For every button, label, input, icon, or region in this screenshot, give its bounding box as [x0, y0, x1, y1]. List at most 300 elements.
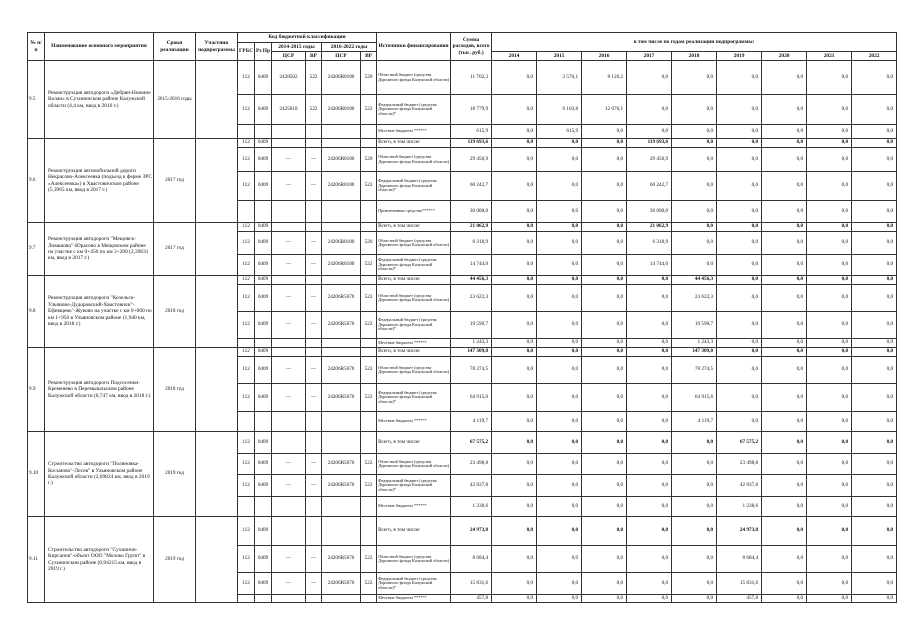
cell-year-2022: 0,0 — [852, 412, 897, 432]
cell-year-2016: 8 126,2 — [582, 61, 627, 95]
cell-year-2017: 0,0 — [627, 546, 672, 573]
item-name: Реконструкция автодороги "Мещовск-Ловашово"-Юрасово в Мещовском районе на участке с км 0+450 по км 3+200 (2,39631 км, ввод в 2017 г.) — [45, 223, 154, 276]
cell-vr-2016: 522 — [361, 285, 377, 312]
cell-year-2016: 12 676,1 — [582, 95, 627, 125]
cell-csr-2016: 24206R5670 — [322, 312, 361, 339]
table-row — [28, 348, 897, 357]
cell-year-2021: 0,0 — [807, 475, 852, 497]
cell-grbs — [238, 595, 255, 603]
cell-year-2018: 0,0 — [672, 95, 717, 125]
cell-year-2021: 0,0 — [807, 312, 852, 339]
cell-year-2020: 0,0 — [762, 232, 807, 255]
cell-total: 19 590,7 — [451, 312, 492, 339]
cell-year-2015: 0,0 — [537, 517, 582, 546]
cell-year-2016: 0,0 — [582, 546, 627, 573]
cell-year-2022: 0,0 — [852, 312, 897, 339]
cell-year-2019: 23 498,8 — [717, 454, 762, 475]
cell-year-2015: 0,0 — [537, 255, 582, 276]
cell-year-2021: 0,0 — [807, 148, 852, 172]
cell-year-2020: 0,0 — [762, 357, 807, 384]
cell-year-2017: 0,0 — [627, 357, 672, 384]
cell-grbs: 112 — [238, 357, 255, 384]
cell-year-2019: 0,0 — [717, 276, 762, 285]
cell-vr-2016: 520 — [361, 148, 377, 172]
header-period2: 2016-2022 годы — [322, 43, 377, 52]
cell-csr-2014 — [272, 348, 306, 357]
cell-year-2019: 24 973,8 — [717, 517, 762, 546]
cell-year-2022: 0,0 — [852, 432, 897, 454]
cell-year-2021: 0,0 — [807, 595, 852, 603]
cell-vr-2016 — [361, 432, 377, 454]
cell-grbs: 112 — [238, 475, 255, 497]
cell-year-2016: 0,0 — [582, 384, 627, 412]
cell-year-2014: 0,0 — [492, 454, 537, 475]
item-participant — [196, 139, 238, 223]
cell-vr-2016 — [361, 412, 377, 432]
cell-total: 78 274,5 — [451, 357, 492, 384]
cell-rzpr — [255, 497, 272, 517]
cell-year-2015: 0,0 — [537, 276, 582, 285]
cell-year-2014: 0,0 — [492, 595, 537, 603]
cell-csr-2016: 24206R5670 — [322, 546, 361, 573]
header-year-2016: 2016 — [582, 52, 627, 61]
cell-csr-2016 — [322, 412, 361, 432]
cell-total: 21 062,9 — [451, 223, 492, 232]
cell-source: Федеральный бюджет (средства Дорожного фонда Калужской области)* — [377, 255, 451, 276]
cell-total: 23 498,8 — [451, 454, 492, 475]
item-name: Реконструкция автодороги Подсосенки-Кременево в Перемышльском районе Калужской области (0,747 км, ввод в 2018 г.) — [45, 348, 154, 432]
cell-year-2017: 0,0 — [627, 276, 672, 285]
cell-csr-2014 — [272, 125, 306, 139]
cell-year-2019: 42 837,8 — [717, 475, 762, 497]
cell-total: 6 318,9 — [451, 232, 492, 255]
cell-vr-2014 — [306, 201, 322, 223]
item-term: 2015-2016 годы — [154, 61, 196, 139]
cell-rzpr: 0409 — [255, 312, 272, 339]
cell-rzpr: 0409 — [255, 61, 272, 95]
cell-vr-2016: 522 — [361, 357, 377, 384]
cell-year-2015: 3 576,1 — [537, 61, 582, 95]
cell-grbs: 112 — [238, 312, 255, 339]
cell-total: 24 973,8 — [451, 517, 492, 546]
cell-rzpr: 0409 — [255, 348, 272, 357]
cell-year-2017: 0,0 — [627, 412, 672, 432]
cell-csr-2016: 24206R0180 — [322, 61, 361, 95]
cell-year-2014: 0,0 — [492, 573, 537, 595]
cell-year-2022: 0,0 — [852, 276, 897, 285]
cell-year-2018: 0,0 — [672, 432, 717, 454]
cell-year-2015: 6 103,8 — [537, 95, 582, 125]
cell-source: Федеральный бюджет (средства Дорожного фонда Калужской области)* — [377, 475, 451, 497]
cell-year-2017: 29 450,9 — [627, 148, 672, 172]
cell-year-2021: 0,0 — [807, 125, 852, 139]
cell-csr-2014 — [272, 595, 306, 603]
cell-rzpr: 0409 — [255, 95, 272, 125]
cell-csr-2016 — [322, 139, 361, 148]
cell-csr-2016: 24206R5670 — [322, 384, 361, 412]
cell-vr-2016 — [361, 276, 377, 285]
header-year-2020: 2020 — [762, 52, 807, 61]
item-name: Реконструкция автодороги «Дебрян-Нижние Волан» в Сухиничском районе Калужской области (4,4 км, ввод в 2016 г.) — [45, 61, 154, 139]
cell-year-2018: 0,0 — [672, 475, 717, 497]
cell-year-2017: 14 744,0 — [627, 255, 672, 276]
cell-total: 60 242,7 — [451, 172, 492, 201]
cell-year-2022: 0,0 — [852, 148, 897, 172]
cell-csr-2014: — — [272, 172, 306, 201]
cell-year-2017: 60 242,7 — [627, 172, 672, 201]
header-by-years: в том числе по годам реализации подпрограммы: — [492, 33, 897, 52]
cell-year-2018: 0,0 — [672, 573, 717, 595]
cell-year-2022: 0,0 — [852, 139, 897, 148]
cell-vr-2016: 522 — [361, 95, 377, 125]
cell-grbs — [238, 125, 255, 139]
item-number: 9.11 — [28, 517, 45, 603]
cell-year-2021: 0,0 — [807, 255, 852, 276]
cell-csr-2014: — — [272, 357, 306, 384]
cell-year-2021: 0,0 — [807, 573, 852, 595]
cell-year-2021: 0,0 — [807, 172, 852, 201]
cell-vr-2016: 520 — [361, 61, 377, 95]
cell-vr-2014 — [306, 412, 322, 432]
header-csr1: ЦСР — [272, 52, 306, 61]
cell-grbs: 112 — [238, 139, 255, 148]
cell-total: 30 000,0 — [451, 201, 492, 223]
cell-rzpr: 0409 — [255, 546, 272, 573]
table-row — [28, 139, 897, 148]
item-term: 2019 год — [154, 517, 196, 603]
header-year-2022: 2022 — [852, 52, 897, 61]
cell-year-2017: 0,0 — [627, 348, 672, 357]
cell-vr-2014: — — [306, 172, 322, 201]
cell-year-2021: 0,0 — [807, 139, 852, 148]
header-csr2: ЦСР — [322, 52, 361, 61]
cell-year-2016: 0,0 — [582, 357, 627, 384]
cell-year-2014: 0,0 — [492, 201, 537, 223]
cell-vr-2014: — — [306, 384, 322, 412]
cell-csr-2014 — [272, 276, 306, 285]
cell-year-2018: 0,0 — [672, 148, 717, 172]
cell-year-2022: 0,0 — [852, 546, 897, 573]
cell-total: 147 309,8 — [451, 348, 492, 357]
cell-rzpr — [255, 201, 272, 223]
cell-year-2014: 0,0 — [492, 546, 537, 573]
cell-vr-2016: 520 — [361, 232, 377, 255]
cell-grbs: 112 — [238, 454, 255, 475]
header-num: № п/п — [28, 33, 45, 61]
cell-year-2019: 0,0 — [717, 223, 762, 232]
cell-rzpr: 0409 — [255, 475, 272, 497]
cell-year-2014: 0,0 — [492, 125, 537, 139]
cell-source: Всего, в том числе: — [377, 276, 451, 285]
cell-grbs: 112 — [238, 276, 255, 285]
cell-year-2017: 0,0 — [627, 454, 672, 475]
financing-table — [27, 32, 897, 603]
cell-year-2015: 0,0 — [537, 357, 582, 384]
cell-vr-2014: — — [306, 475, 322, 497]
cell-rzpr — [255, 125, 272, 139]
cell-total: 14 744,0 — [451, 255, 492, 276]
cell-rzpr: 0409 — [255, 276, 272, 285]
cell-year-2016: 0,0 — [582, 172, 627, 201]
cell-year-2018: 0,0 — [672, 201, 717, 223]
item-number: 9.10 — [28, 432, 45, 517]
cell-year-2017: 0,0 — [627, 595, 672, 603]
cell-year-2017: 0,0 — [627, 285, 672, 312]
cell-year-2014: 0,0 — [492, 223, 537, 232]
cell-year-2019: 0,0 — [717, 255, 762, 276]
cell-year-2014: 0,0 — [492, 412, 537, 432]
cell-year-2021: 0,0 — [807, 454, 852, 475]
cell-rzpr: 0409 — [255, 255, 272, 276]
cell-year-2014: 0,0 — [492, 517, 537, 546]
cell-year-2014: 0,0 — [492, 432, 537, 454]
cell-year-2021: 0,0 — [807, 285, 852, 312]
cell-vr-2016 — [361, 517, 377, 546]
cell-total: 615,9 — [451, 125, 492, 139]
item-number: 9.5 — [28, 61, 45, 139]
cell-year-2014: 0,0 — [492, 384, 537, 412]
cell-year-2020: 0,0 — [762, 285, 807, 312]
cell-year-2019: 0,0 — [717, 285, 762, 312]
cell-year-2022: 0,0 — [852, 475, 897, 497]
cell-year-2022: 0,0 — [852, 255, 897, 276]
cell-year-2015: 0,0 — [537, 312, 582, 339]
cell-vr-2014 — [306, 348, 322, 357]
cell-vr-2016: 522 — [361, 312, 377, 339]
cell-year-2020: 0,0 — [762, 61, 807, 95]
cell-year-2018: 64 915,6 — [672, 384, 717, 412]
cell-year-2015: 0,0 — [537, 139, 582, 148]
item-name: Строительство автодороги "Сухиничи-Кирсанов"-объект ООО "Молоко Групп" в Сухиничском районе (0,94215 км, ввод в 2019 г.) — [45, 517, 154, 603]
cell-year-2019: 0,0 — [717, 312, 762, 339]
cell-grbs: 112 — [238, 384, 255, 412]
cell-year-2020: 0,0 — [762, 384, 807, 412]
cell-year-2017: 21 062,9 — [627, 223, 672, 232]
cell-vr-2016 — [361, 223, 377, 232]
cell-year-2015: 0,0 — [537, 475, 582, 497]
cell-year-2018: 44 456,3 — [672, 276, 717, 285]
cell-csr-2016: 24206R5670 — [322, 573, 361, 595]
cell-csr-2016 — [322, 223, 361, 232]
cell-year-2022: 0,0 — [852, 573, 897, 595]
cell-year-2021: 0,0 — [807, 546, 852, 573]
cell-rzpr — [255, 595, 272, 603]
cell-year-2018: 0,0 — [672, 454, 717, 475]
cell-year-2019: 0,0 — [717, 348, 762, 357]
cell-year-2017: 0,0 — [627, 475, 672, 497]
cell-year-2018: 0,0 — [672, 546, 717, 573]
cell-vr-2014: — — [306, 357, 322, 384]
header-year-2019: 2019 — [717, 52, 762, 61]
cell-rzpr: 0409 — [255, 139, 272, 148]
cell-year-2019: 0,0 — [717, 339, 762, 348]
cell-year-2019: 0,0 — [717, 139, 762, 148]
cell-year-2016: 0,0 — [582, 139, 627, 148]
cell-rzpr: 0409 — [255, 223, 272, 232]
cell-vr-2014: — — [306, 573, 322, 595]
cell-year-2015: 0,0 — [537, 595, 582, 603]
cell-total: 15 831,6 — [451, 573, 492, 595]
cell-vr-2016 — [361, 201, 377, 223]
cell-rzpr: 0409 — [255, 432, 272, 454]
cell-year-2020: 0,0 — [762, 432, 807, 454]
cell-csr-2014: — — [272, 285, 306, 312]
cell-rzpr — [255, 339, 272, 348]
table-row — [28, 223, 897, 232]
cell-vr-2014: — — [306, 148, 322, 172]
cell-year-2020: 0,0 — [762, 348, 807, 357]
cell-total: 23 622,3 — [451, 285, 492, 312]
cell-total: 1 238,6 — [451, 497, 492, 517]
cell-year-2018: 0,0 — [672, 595, 717, 603]
cell-year-2017: 0,0 — [627, 312, 672, 339]
table-row — [28, 517, 897, 546]
cell-year-2017: 0,0 — [627, 61, 672, 95]
cell-vr-2014 — [306, 339, 322, 348]
cell-csr-2016 — [322, 497, 361, 517]
cell-year-2019: 457,8 — [717, 595, 762, 603]
header-term: Сроки реализации — [154, 33, 196, 61]
cell-year-2021: 0,0 — [807, 276, 852, 285]
cell-year-2020: 0,0 — [762, 412, 807, 432]
cell-year-2022: 0,0 — [852, 232, 897, 255]
cell-vr-2016 — [361, 339, 377, 348]
cell-vr-2014: 522 — [306, 61, 322, 95]
cell-year-2020: 0,0 — [762, 148, 807, 172]
cell-rzpr — [255, 412, 272, 432]
cell-year-2016: 0,0 — [582, 497, 627, 517]
cell-vr-2014: — — [306, 255, 322, 276]
cell-grbs: 112 — [238, 61, 255, 95]
cell-csr-2014 — [272, 223, 306, 232]
table-row — [28, 61, 897, 95]
cell-grbs — [238, 497, 255, 517]
cell-year-2016: 0,0 — [582, 517, 627, 546]
cell-year-2018: 0,0 — [672, 125, 717, 139]
cell-year-2015: 0,0 — [537, 454, 582, 475]
cell-year-2014: 0,0 — [492, 139, 537, 148]
cell-year-2016: 0,0 — [582, 312, 627, 339]
cell-rzpr: 0409 — [255, 172, 272, 201]
cell-year-2021: 0,0 — [807, 357, 852, 384]
cell-total: 119 693,6 — [451, 139, 492, 148]
cell-total: 11 702,3 — [451, 61, 492, 95]
cell-csr-2016 — [322, 595, 361, 603]
cell-year-2017: 0,0 — [627, 125, 672, 139]
cell-csr-2016: 24206R5670 — [322, 454, 361, 475]
table-body — [28, 61, 897, 603]
cell-year-2015: 0,0 — [537, 285, 582, 312]
cell-year-2020: 0,0 — [762, 546, 807, 573]
item-term: 2018 год — [154, 276, 196, 348]
cell-vr-2014: 522 — [306, 95, 322, 125]
cell-grbs: 112 — [238, 255, 255, 276]
cell-year-2014: 0,0 — [492, 95, 537, 125]
cell-source: Местные бюджеты ****** — [377, 595, 451, 603]
cell-year-2020: 0,0 — [762, 276, 807, 285]
cell-year-2020: 0,0 — [762, 454, 807, 475]
header-name: Наименование основного мероприятия — [45, 33, 154, 61]
cell-year-2017: 6 318,9 — [627, 232, 672, 255]
cell-year-2016: 0,0 — [582, 148, 627, 172]
cell-year-2018: 23 622,3 — [672, 285, 717, 312]
cell-source: Областной бюджет (средства Дорожного фонда Калужской области) — [377, 61, 451, 95]
header-year-2014: 2014 — [492, 52, 537, 61]
cell-csr-2014 — [272, 201, 306, 223]
cell-source: Всего, в том числе: — [377, 139, 451, 148]
cell-year-2022: 0,0 — [852, 517, 897, 546]
cell-grbs: 112 — [238, 95, 255, 125]
header-rzpr: Рз Пр — [255, 43, 272, 61]
cell-csr-2014: — — [272, 454, 306, 475]
cell-year-2015: 0,0 — [537, 223, 582, 232]
cell-source: Местные бюджеты ****** — [377, 339, 451, 348]
cell-year-2015: 0,0 — [537, 384, 582, 412]
cell-year-2019: 0,0 — [717, 357, 762, 384]
cell-year-2022: 0,0 — [852, 125, 897, 139]
cell-csr-2014 — [272, 412, 306, 432]
cell-year-2017: 0,0 — [627, 95, 672, 125]
cell-source: Привлеченные средства****** — [377, 201, 451, 223]
cell-year-2018: 0,0 — [672, 139, 717, 148]
cell-year-2016: 0,0 — [582, 348, 627, 357]
cell-source: Федеральный бюджет (средства Дорожного фонда Калужской области)* — [377, 95, 451, 125]
cell-grbs: 112 — [238, 172, 255, 201]
cell-year-2017: 0,0 — [627, 573, 672, 595]
cell-vr-2014: — — [306, 285, 322, 312]
cell-year-2022: 0,0 — [852, 384, 897, 412]
cell-source: Областной бюджет (средства Дорожного фонда Калужской области) — [377, 357, 451, 384]
cell-year-2015: 0,0 — [537, 546, 582, 573]
cell-year-2019: 8 684,4 — [717, 546, 762, 573]
cell-grbs: 112 — [238, 517, 255, 546]
table-header — [28, 33, 897, 61]
cell-total: 67 575,2 — [451, 432, 492, 454]
cell-year-2015: 0,0 — [537, 432, 582, 454]
cell-year-2019: 1 238,6 — [717, 497, 762, 517]
cell-year-2021: 0,0 — [807, 497, 852, 517]
cell-year-2018: 0,0 — [672, 255, 717, 276]
cell-year-2020: 0,0 — [762, 255, 807, 276]
cell-vr-2016: 522 — [361, 255, 377, 276]
cell-year-2017: 0,0 — [627, 517, 672, 546]
cell-year-2021: 0,0 — [807, 223, 852, 232]
cell-year-2015: 0,0 — [537, 172, 582, 201]
cell-csr-2016 — [322, 125, 361, 139]
header-year-2018: 2018 — [672, 52, 717, 61]
cell-year-2018: 0,0 — [672, 61, 717, 95]
table-row — [28, 432, 897, 454]
cell-csr-2014: — — [272, 573, 306, 595]
cell-year-2016: 0,0 — [582, 232, 627, 255]
cell-year-2014: 0,0 — [492, 255, 537, 276]
cell-csr-2014 — [272, 432, 306, 454]
cell-total: 44 456,3 — [451, 276, 492, 285]
cell-year-2022: 0,0 — [852, 595, 897, 603]
cell-vr-2016: 522 — [361, 546, 377, 573]
cell-year-2016: 0,0 — [582, 573, 627, 595]
cell-vr-2014 — [306, 276, 322, 285]
cell-source: Областной бюджет (средства Дорожного фонда Калужской области) — [377, 454, 451, 475]
cell-total: 42 837,8 — [451, 475, 492, 497]
cell-vr-2014 — [306, 517, 322, 546]
cell-year-2016: 0,0 — [582, 255, 627, 276]
table-row — [28, 276, 897, 285]
cell-year-2020: 0,0 — [762, 497, 807, 517]
cell-csr-2014: — — [272, 384, 306, 412]
cell-year-2014: 0,0 — [492, 61, 537, 95]
cell-csr-2014 — [272, 497, 306, 517]
